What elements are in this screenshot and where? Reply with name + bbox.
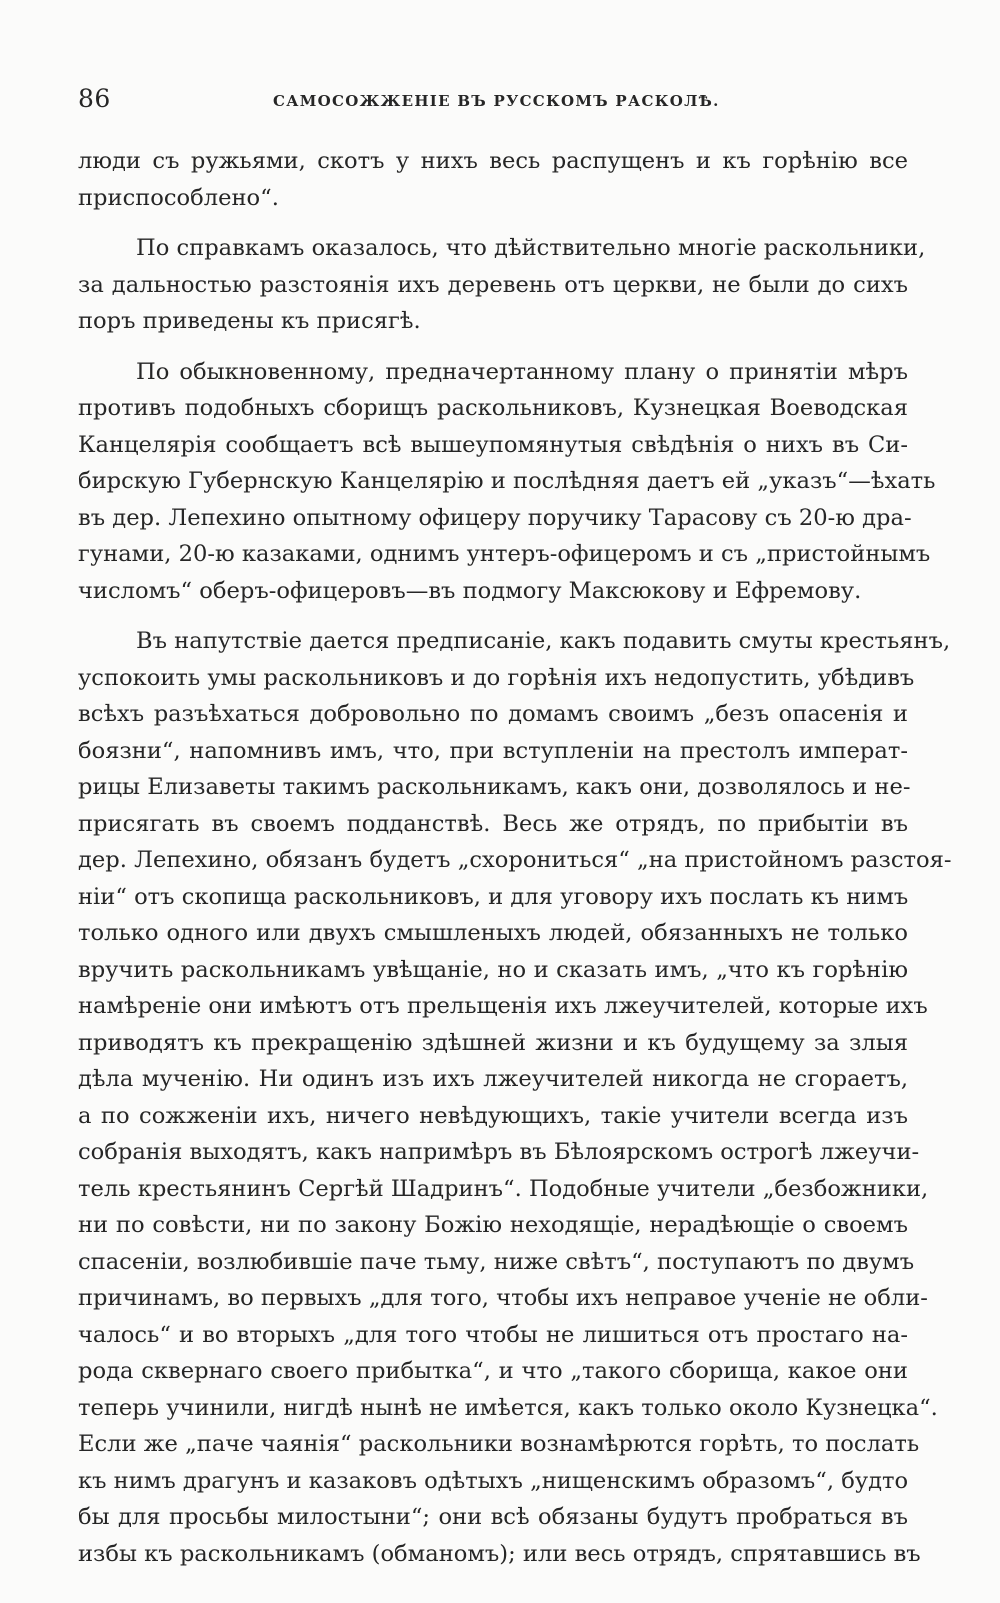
text-line: гунами, 20-ю казаками, однимъ унтеръ-офицеромъ и съ „пристойнымъ bbox=[78, 541, 931, 567]
text-line: боязни“, напомнивъ имъ, что, при вступленіи на престолъ императ- bbox=[78, 737, 908, 764]
text-line: причинамъ, во первыхъ „для того, чтобы ихъ неправое ученіе не обли- bbox=[78, 1285, 928, 1311]
text-line: Канцелярія сообщаетъ всѣ вышеупомянутыя свѣдѣнія о нихъ въ Си- bbox=[78, 431, 908, 458]
body-text bbox=[78, 143, 952, 1572]
text-line: за дальностью разстоянія ихъ деревень отъ церкви, не были до сихъ bbox=[78, 271, 908, 298]
text-line: По обыкновенному, предначертанному плану о принятіи мѣръ bbox=[136, 358, 908, 385]
text-line: Если же „паче чаянія“ раскольники вознамѣрются горѣть, то послать bbox=[78, 1431, 920, 1457]
running-head bbox=[78, 84, 908, 120]
paragraph bbox=[78, 623, 952, 1572]
text-line: поръ приведены къ присягѣ. bbox=[78, 308, 421, 334]
text-line: Въ напутствіе дается предписаніе, какъ подавить смуты крестьянъ, bbox=[136, 628, 951, 654]
text-line: тель крестьянинъ Сергѣй Шадринъ“. Подобные учители „безбожники, bbox=[78, 1175, 929, 1202]
page-number: 86 bbox=[78, 84, 111, 113]
text-line: бирскую Губернскую Канцелярію и послѣдняя даетъ ей „указъ“—ѣхать bbox=[78, 468, 936, 494]
text-line: успокоить умы раскольниковъ и до горѣнія ихъ недопустить, убѣдивъ bbox=[78, 664, 915, 691]
text-line: числомъ“ оберъ-офицеровъ—въ подмогу Максюкову и Ефремову. bbox=[78, 577, 862, 604]
text-line: ни по совѣсти, ни по закону Божію неходящіе, нерадѣющіе о своемъ bbox=[78, 1212, 908, 1238]
paragraph bbox=[78, 354, 936, 610]
text-line: рицы Елизаветы такимъ раскольникамъ, какъ они, дозволялось и не- bbox=[78, 774, 911, 800]
text-line: избы къ раскольникамъ (обманомъ); или весь отрядъ, спрятавшись въ bbox=[78, 1540, 921, 1567]
text-line: приводятъ къ прекращенію здѣшней жизни и къ будущему за злыя bbox=[78, 1029, 908, 1056]
text-line: къ нимъ драгунъ и казаковъ одѣтыхъ „нищенскимъ образомъ“, будто bbox=[78, 1467, 909, 1494]
text-line: По справкамъ оказалось, что дѣйствительно многіе раскольники, bbox=[136, 235, 926, 261]
running-title: САМОСОЖЖЕНІЕ ВЪ РУССКОМЪ РАСКОЛѢ. bbox=[273, 92, 720, 110]
text-line: теперь учинили, нигдѣ нынѣ не имѣется, какъ только около Кузнецка“. bbox=[78, 1394, 938, 1421]
text-line: а по сожженіи ихъ, ничего невѣдующихъ, такіе учители всегда изъ bbox=[78, 1102, 908, 1129]
text-line: люди съ ружьями, скотъ у нихъ весь распущенъ и къ горѣнію все bbox=[78, 148, 908, 174]
paragraph-gap bbox=[78, 216, 908, 230]
text-line: чалось“ и во вторыхъ „для того чтобы не лишиться отъ простаго на- bbox=[78, 1321, 908, 1348]
text-line: всѣхъ разъѣхаться добровольно по домамъ своимъ „безъ опасенія и bbox=[78, 701, 908, 727]
text-line: приспособлено“. bbox=[78, 184, 279, 211]
paragraph bbox=[78, 230, 926, 340]
paragraph-gap bbox=[78, 609, 908, 623]
text-line: дѣла мученію. Ни одинъ изъ ихъ лжеучителей никогда не сгораетъ, bbox=[78, 1066, 908, 1092]
text-line: бы для просьбы милостыни“; они всѣ обязаны будутъ пробраться въ bbox=[78, 1504, 908, 1530]
text-line: только одного или двухъ смышленыхъ людей, обязанныхъ не только bbox=[78, 920, 908, 946]
text-line: присягать въ своемъ подданствѣ. Весь же отрядъ, по прибытіи въ bbox=[78, 810, 908, 837]
text-line: въ дер. Лепехино опытному офицеру поручику Тарасову съ 20-ю дра- bbox=[78, 504, 912, 531]
text-line: дер. Лепехино, обязанъ будетъ „схорониться“ „на пристойномъ разстоя- bbox=[78, 847, 952, 873]
text-line: противъ подобныхъ сборищъ раскольниковъ, Кузнецкая Воеводская bbox=[78, 395, 908, 421]
text-line: спасеніи, возлюбившіе паче тьму, ниже свѣтъ“, поступаютъ по двумъ bbox=[78, 1248, 915, 1275]
text-line: собранія выходятъ, какъ напримѣръ въ Бѣлоярскомъ острогѣ лжеучи- bbox=[78, 1139, 920, 1165]
text-line: намѣреніе они имѣютъ отъ прельщенія ихъ лжеучителей, которые ихъ bbox=[78, 993, 928, 1019]
text-line: вручить раскольникамъ увѣщаніе, но и сказать имъ, „что къ горѣнію bbox=[78, 956, 908, 983]
paragraph-gap bbox=[78, 340, 908, 354]
text-line: рода сквернаго своего прибытка“, и что „такого сборища, какое они bbox=[78, 1358, 908, 1384]
text-line: ніи“ отъ скопища раскольниковъ, и для уговору ихъ послать къ нимъ bbox=[78, 883, 909, 910]
paragraph bbox=[78, 143, 908, 216]
